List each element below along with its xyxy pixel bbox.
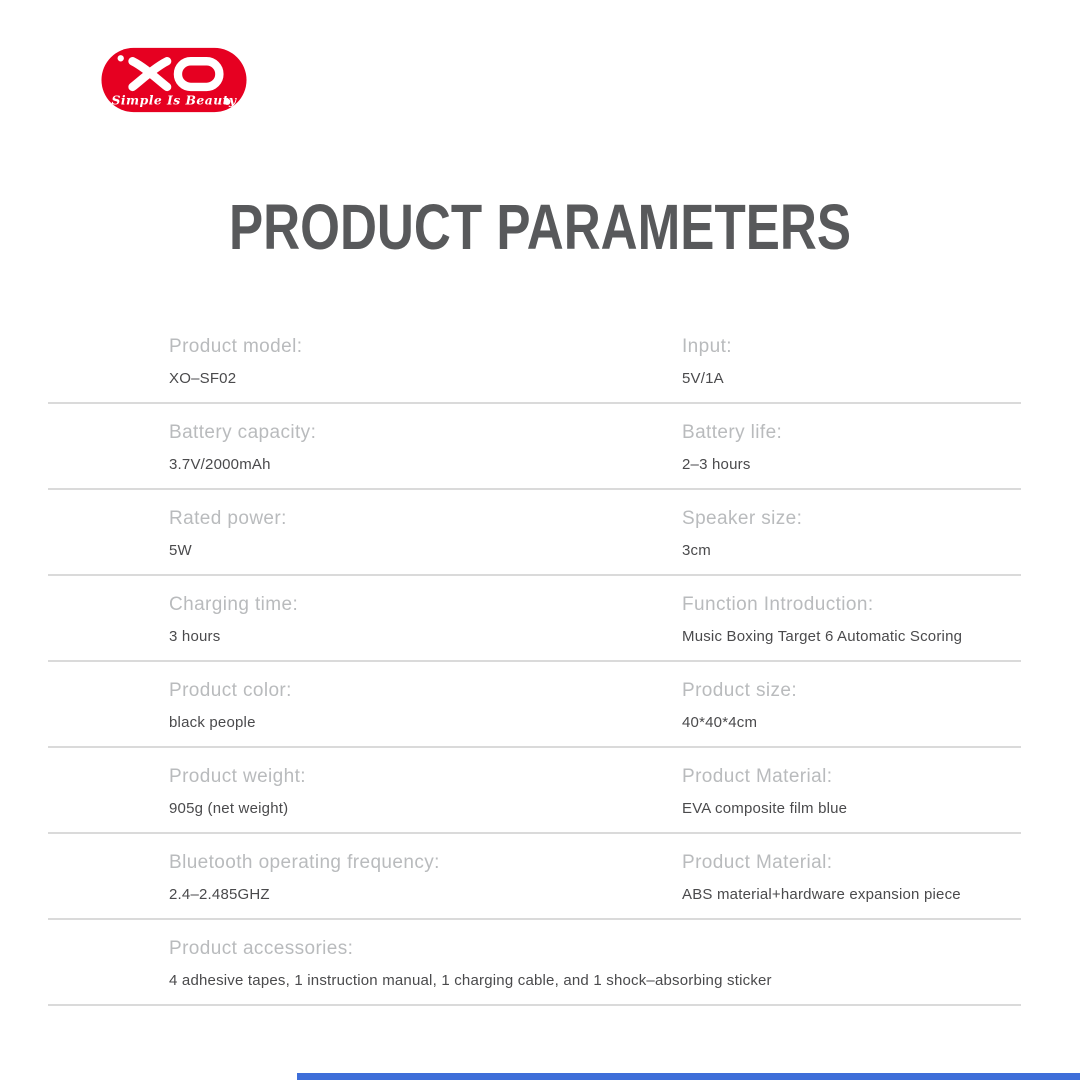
spec-value: XO–SF02 [169, 370, 237, 387]
spec-cell [169, 507, 634, 560]
spec-label: Input: [682, 336, 732, 357]
spec-value: 3 hours [169, 628, 221, 645]
spec-label: Rated power: [169, 508, 287, 529]
spec-row [48, 404, 1021, 490]
spec-cell [682, 593, 1021, 646]
spec-value: 5W [169, 542, 192, 559]
spec-value: 40*40*4cm [682, 714, 758, 731]
spec-cell [682, 851, 1021, 904]
spec-cell [169, 851, 634, 904]
spec-label: Product weight: [169, 766, 306, 787]
spec-value: 2.4–2.485GHZ [169, 886, 270, 903]
spec-value: 3.7V/2000mAh [169, 456, 271, 473]
spec-value: black people [169, 714, 256, 731]
spec-label: Product color: [169, 680, 292, 701]
xo-logo [100, 46, 248, 114]
spec-cell [682, 507, 1021, 560]
spec-value: 905g (net weight) [169, 800, 289, 817]
spec-cell [169, 421, 634, 474]
spec-label: Charging time: [169, 594, 299, 615]
spec-value: EVA composite film blue [682, 800, 848, 817]
spec-cell [169, 937, 1021, 990]
logo-dot-top-left [118, 55, 124, 61]
spec-label: Battery capacity: [169, 422, 317, 443]
spec-cell [682, 421, 1021, 474]
spec-label: Product Material: [682, 766, 833, 787]
spec-label: Battery life: [682, 422, 783, 443]
spec-label: Product Material: [682, 852, 833, 873]
spec-row [48, 318, 1021, 404]
spec-label: Product accessories: [169, 938, 354, 959]
xo-logo-mark [100, 46, 248, 114]
spec-table [48, 318, 1021, 1006]
spec-cell [169, 335, 634, 388]
spec-label: Product model: [169, 336, 303, 357]
spec-value: ABS material+hardware expansion piece [682, 886, 961, 903]
spec-value: Music Boxing Target 6 Automatic Scoring [682, 628, 963, 645]
spec-row [48, 576, 1021, 662]
spec-label: Speaker size: [682, 508, 803, 529]
spec-cell [682, 765, 1021, 818]
spec-row [48, 748, 1021, 834]
spec-row [48, 490, 1021, 576]
spec-cell [169, 593, 634, 646]
spec-value: 2–3 hours [682, 456, 751, 473]
spec-label: Function Introduction: [682, 594, 874, 615]
bottom-accent-bar [297, 1073, 1080, 1080]
spec-cell [682, 335, 1021, 388]
page-title: PRODUCT PARAMETERS [229, 191, 851, 263]
spec-value: 5V/1A [682, 370, 724, 387]
spec-label: Bluetooth operating frequency: [169, 852, 440, 873]
spec-value: 3cm [682, 542, 711, 559]
spec-label: Product size: [682, 680, 798, 701]
spec-row [48, 662, 1021, 748]
spec-row [48, 920, 1021, 1006]
logo-tagline: Simple Is Beauty [111, 92, 237, 108]
spec-value: 4 adhesive tapes, 1 instruction manual, 1 charging cable, and 1 shock–absorbing sticker [169, 972, 772, 989]
spec-cell [169, 679, 634, 732]
spec-cell [169, 765, 634, 818]
spec-cell [682, 679, 1021, 732]
spec-row [48, 834, 1021, 920]
